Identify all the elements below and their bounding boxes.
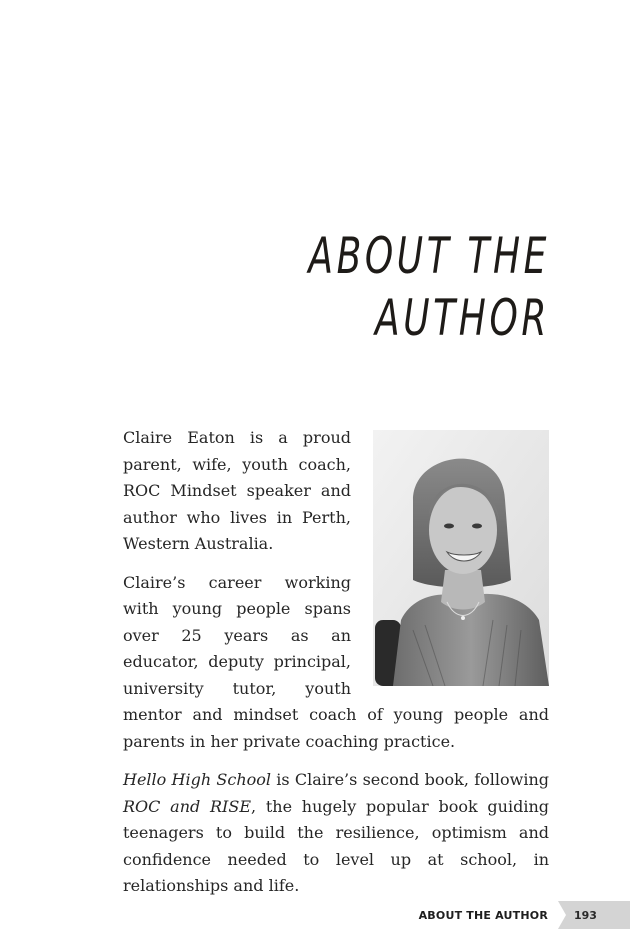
book-title-roc-and-rise: ROC and RISE (123, 796, 251, 816)
footer-tab-notch (558, 901, 566, 929)
bio-paragraph-3-text-a: is Claire’s second book, following (271, 770, 550, 789)
author-photo (373, 430, 549, 686)
bio-paragraph-2: Claire’s career working with young people spans over 25 years as an educator, deputy principal, university tutor, youth mentor and mindset coach of young people and parents in her private coaching practice. (123, 572, 549, 751)
bio-paragraph-3 (123, 767, 549, 900)
author-bio (123, 425, 549, 912)
page-footer (419, 901, 630, 929)
footer-section-label: ABOUT THE AUTHOR (418, 908, 548, 922)
bio-paragraph-3-text-b: , the hugely popular book guiding teenagers to build the resilience, optimism and confidence needed to level up at school, in relationships and life. (123, 796, 549, 895)
page-number: 193 (574, 908, 597, 922)
page-title: ABOUT THE AUTHOR (308, 227, 550, 347)
book-title-hello-high-school: Hello High School (123, 770, 272, 789)
bio-paragraph-1: Claire Eaton is a proud parent, wife, youth coach, ROC Mindset speaker and author who lives in Perth, Western Australia. (123, 428, 351, 553)
page-number-tab (558, 901, 630, 929)
